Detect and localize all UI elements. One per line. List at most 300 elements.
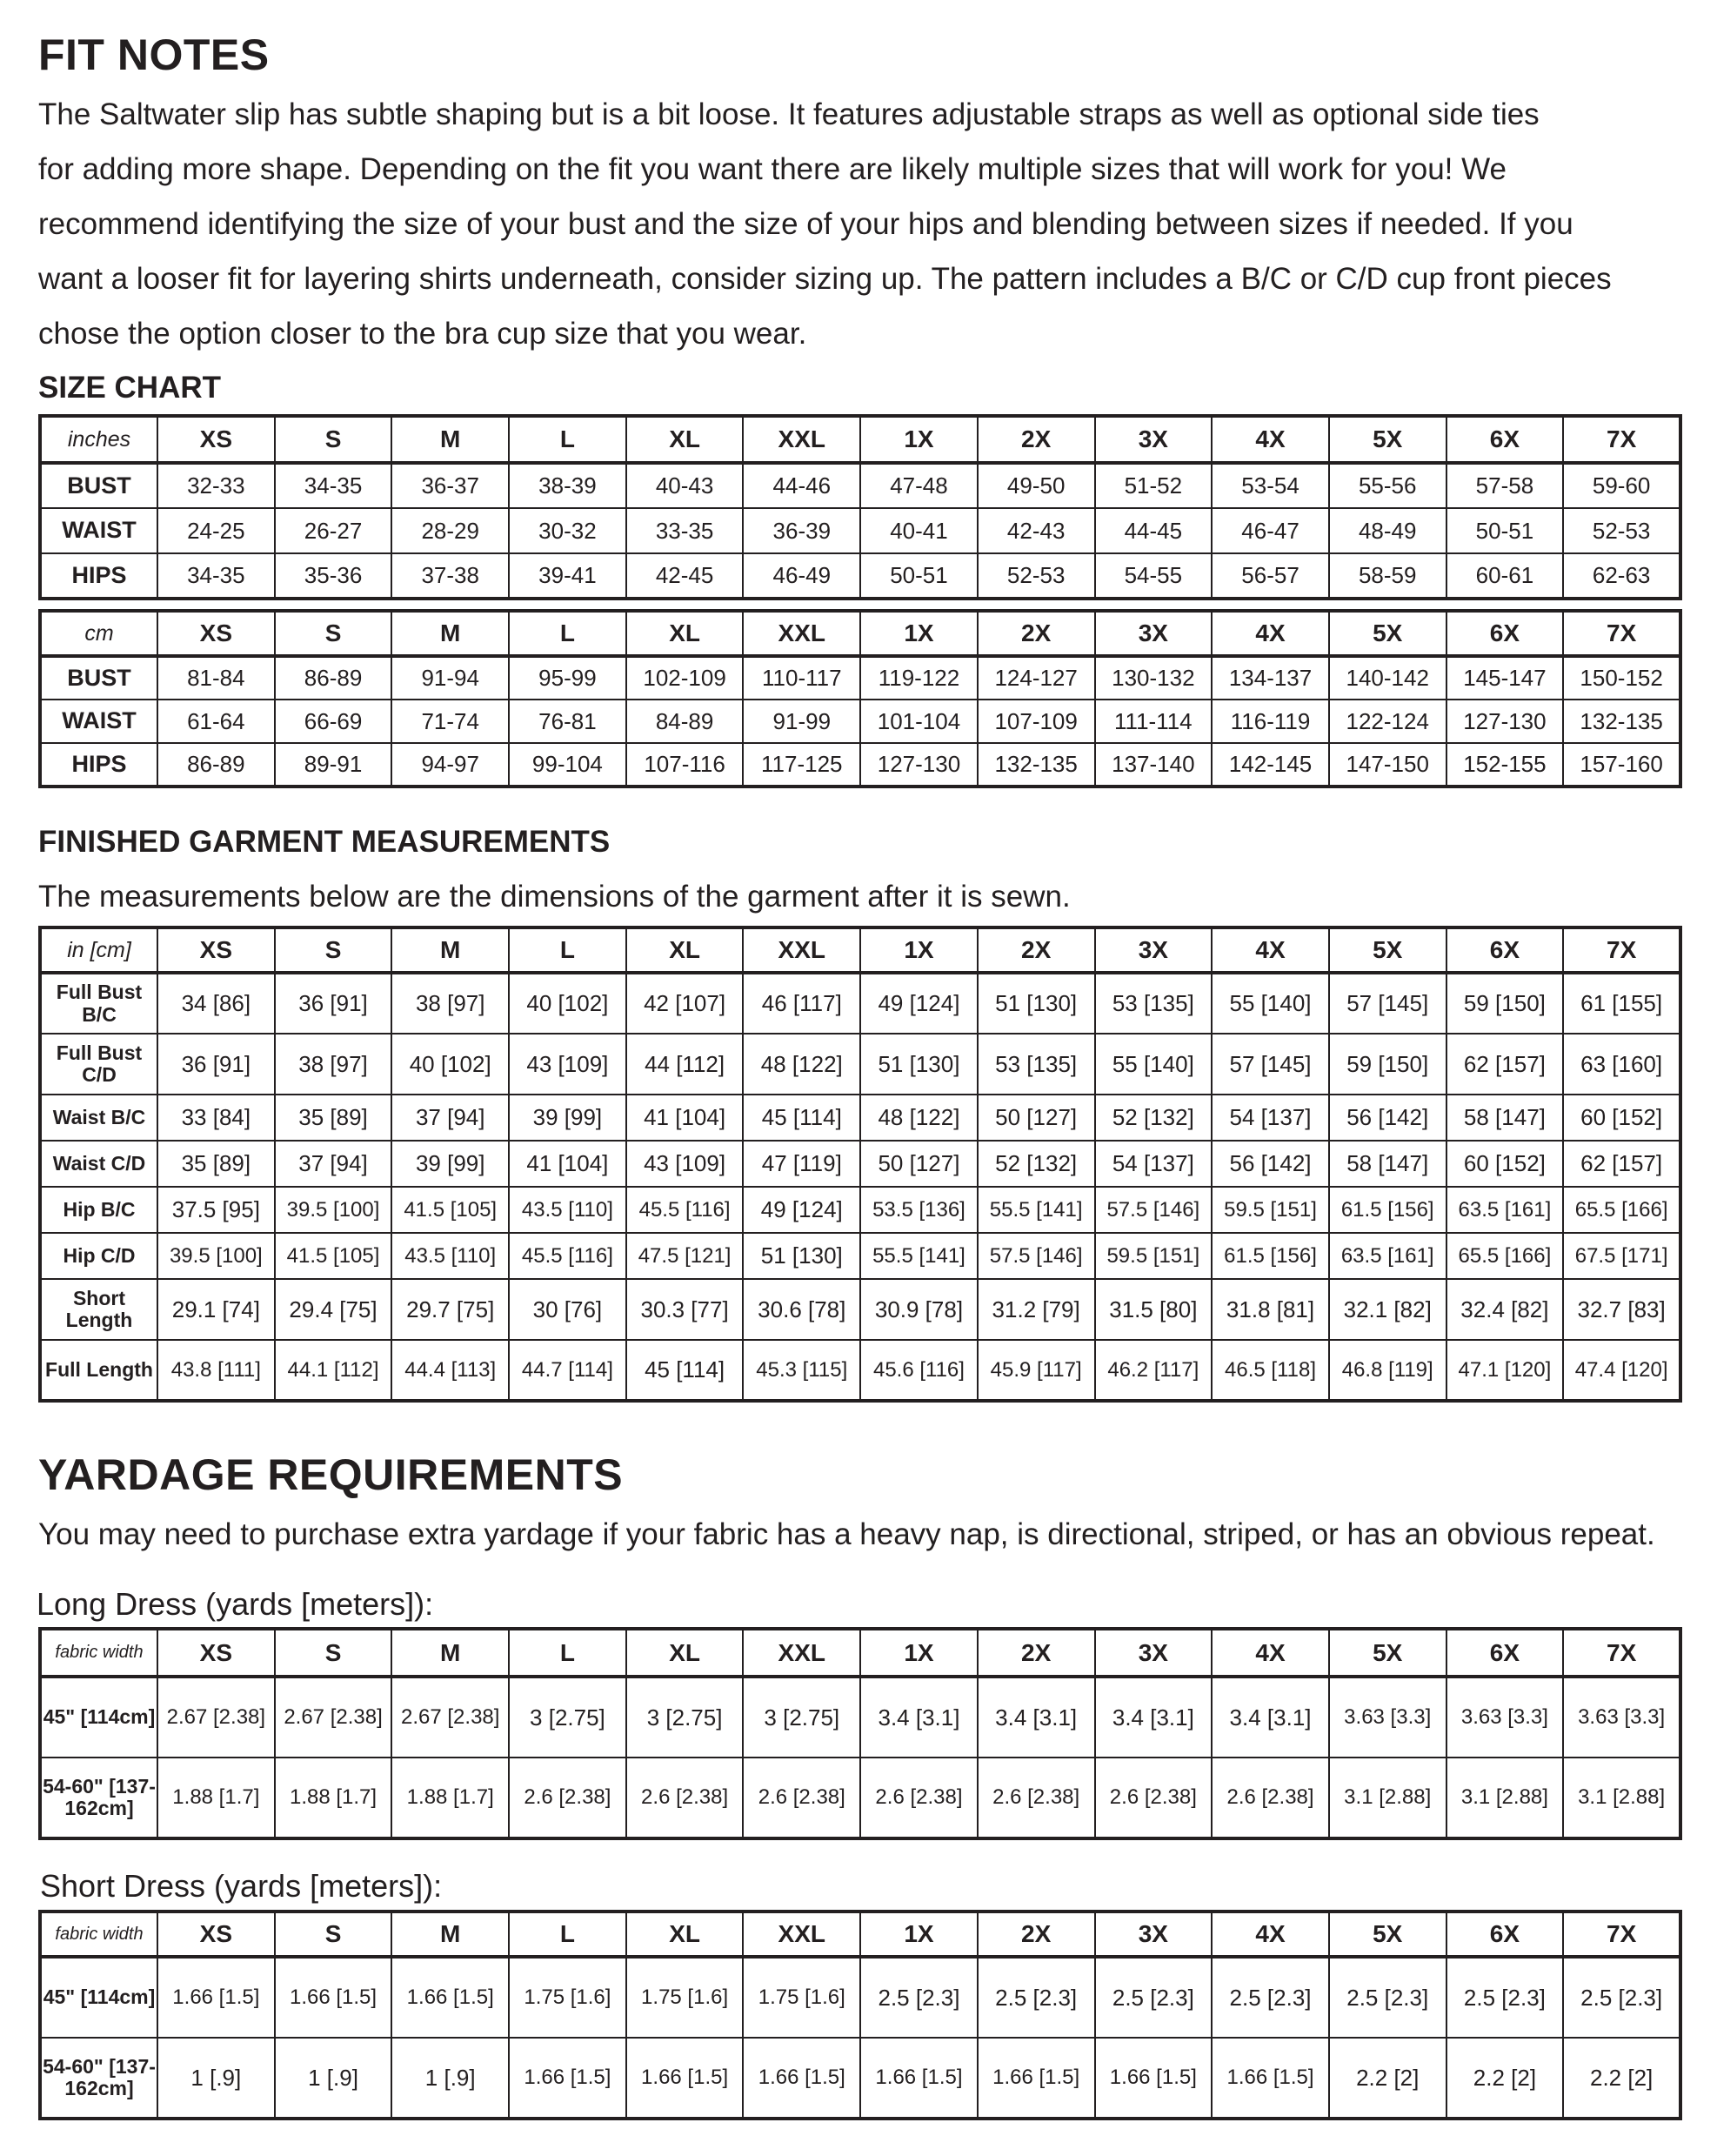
table-cell: 65.5 [166] <box>1563 1187 1680 1233</box>
table-cell: 2.67 [2.38] <box>391 1677 509 1758</box>
table-cell: 31.5 [80] <box>1095 1279 1213 1340</box>
size-header-5x: 5X <box>1329 416 1446 463</box>
table-cell: 47.4 [120] <box>1563 1340 1680 1401</box>
table-cell: 46.2 [117] <box>1095 1340 1213 1401</box>
table-cell: 31.8 [81] <box>1212 1279 1329 1340</box>
table-cell: 3 [2.75] <box>509 1677 626 1758</box>
table-cell: 137-140 <box>1095 743 1213 787</box>
table-cell: 35-36 <box>275 553 392 599</box>
table-cell: 1.66 [1.5] <box>1095 2038 1213 2119</box>
table-cell: 52-53 <box>978 553 1095 599</box>
table-cell: 116-119 <box>1212 700 1329 743</box>
table-cell: 32.1 [82] <box>1329 1279 1446 1340</box>
table-cell: 44-45 <box>1095 508 1213 553</box>
table-cell: 152-155 <box>1446 743 1564 787</box>
table-row <box>40 1141 1680 1187</box>
table-cell: 33 [84] <box>157 1095 275 1141</box>
table-cell: 3.4 [3.1] <box>978 1677 1095 1758</box>
short-dress-table <box>38 1910 1682 2120</box>
table-cell: 29.4 [75] <box>275 1279 392 1340</box>
table-cell: 55.5 [141] <box>860 1233 978 1279</box>
table-cell: 2.6 [2.38] <box>1212 1758 1329 1838</box>
table-row <box>40 743 1680 787</box>
size-header-xxl: XXL <box>743 1629 860 1677</box>
table-cell: 46.5 [118] <box>1212 1340 1329 1401</box>
table-row <box>40 1957 1680 2038</box>
table-cell: 62-63 <box>1563 553 1680 599</box>
table-cell: 45.9 [117] <box>978 1340 1095 1401</box>
size-header-xxl: XXL <box>743 416 860 463</box>
table-cell: 44-46 <box>743 463 860 508</box>
table-cell: 132-135 <box>978 743 1095 787</box>
table-cell: 49-50 <box>978 463 1095 508</box>
row-label-45-114cm: 45" [114cm] <box>40 1677 157 1758</box>
table-cell: 37-38 <box>391 553 509 599</box>
table-cell: 101-104 <box>860 700 978 743</box>
table-cell: 43 [109] <box>509 1034 626 1095</box>
short-dress-title: Short Dress (yards [meters]): <box>40 1868 443 1904</box>
size-header-m: M <box>391 611 509 656</box>
fit-notes-text <box>38 87 1691 361</box>
yardage-note: You may need to purchase extra yardage if your fabric has a heavy nap, is directional, striped, or has an obvious repeat. <box>38 1517 1655 1551</box>
table-cell: 37.5 [95] <box>157 1187 275 1233</box>
table-cell: 50 [127] <box>978 1095 1095 1141</box>
table-cell: 56-57 <box>1212 553 1329 599</box>
table-cell: 34-35 <box>157 553 275 599</box>
table-cell: 26-27 <box>275 508 392 553</box>
size-header-7x: 7X <box>1563 1912 1680 1957</box>
size-header-5x: 5X <box>1329 1912 1446 1957</box>
table-cell: 91-99 <box>743 700 860 743</box>
size-header-l: L <box>509 1629 626 1677</box>
table-cell: 2.67 [2.38] <box>275 1677 392 1758</box>
table-cell: 48-49 <box>1329 508 1446 553</box>
table-cell: 47-48 <box>860 463 978 508</box>
table-cell: 1.66 [1.5] <box>509 2038 626 2119</box>
table-cell: 132-135 <box>1563 700 1680 743</box>
fit-notes-line: want a looser fit for layering shirts underneath, consider sizing up. The pattern includes a B/C or C/D cup front pieces <box>38 262 1612 296</box>
table-row <box>40 973 1680 1034</box>
table-cell: 1.88 [1.7] <box>391 1758 509 1838</box>
unit-label: in [cm] <box>40 927 157 973</box>
row-label-hip-b-c: Hip B/C <box>40 1187 157 1233</box>
table-cell: 45 [114] <box>626 1340 744 1401</box>
size-header-l: L <box>509 1912 626 1957</box>
table-cell: 52-53 <box>1563 508 1680 553</box>
table-cell: 2.6 [2.38] <box>509 1758 626 1838</box>
table-cell: 95-99 <box>509 656 626 700</box>
table-cell: 2.5 [2.3] <box>860 1957 978 2038</box>
size-header-1x: 1X <box>860 1912 978 1957</box>
row-label-short-length: Short Length <box>40 1279 157 1340</box>
size-header-m: M <box>391 1912 509 1957</box>
table-cell: 2.5 [2.3] <box>1446 1957 1564 2038</box>
table-cell: 45.6 [116] <box>860 1340 978 1401</box>
long-dress-table <box>38 1627 1682 1840</box>
header-row <box>40 416 1680 463</box>
table-cell: 1 [.9] <box>275 2038 392 2119</box>
row-label-45-114cm: 45" [114cm] <box>40 1957 157 2038</box>
table-cell: 57.5 [146] <box>978 1233 1095 1279</box>
table-cell: 59-60 <box>1563 463 1680 508</box>
table-cell: 1 [.9] <box>157 2038 275 2119</box>
table-row <box>40 2038 1680 2119</box>
size-header-s: S <box>275 611 392 656</box>
table-cell: 127-130 <box>1446 700 1564 743</box>
table-cell: 65.5 [166] <box>1446 1233 1564 1279</box>
table-cell: 117-125 <box>743 743 860 787</box>
table-row <box>40 1233 1680 1279</box>
size-header-l: L <box>509 611 626 656</box>
table-cell: 61 [155] <box>1563 973 1680 1034</box>
table-cell: 50-51 <box>860 553 978 599</box>
table-cell: 111-114 <box>1095 700 1213 743</box>
table-cell: 147-150 <box>1329 743 1446 787</box>
table-cell: 43 [109] <box>626 1141 744 1187</box>
size-chart-inches-table <box>38 414 1682 600</box>
fit-notes-line: The Saltwater slip has subtle shaping but is a bit loose. It features adjustable straps as well as optional side ties <box>38 97 1540 131</box>
table-cell: 1.66 [1.5] <box>275 1957 392 2038</box>
table-cell: 50 [127] <box>860 1141 978 1187</box>
size-header-xs: XS <box>157 416 275 463</box>
size-header-2x: 2X <box>978 927 1095 973</box>
table-row <box>40 553 1680 599</box>
table-cell: 2.6 [2.38] <box>860 1758 978 1838</box>
size-header-xxl: XXL <box>743 927 860 973</box>
table-row <box>40 1034 1680 1095</box>
table-cell: 1.75 [1.6] <box>626 1957 744 2038</box>
size-header-xxl: XXL <box>743 611 860 656</box>
row-label-hips: HIPS <box>40 553 157 599</box>
table-cell: 45.5 [116] <box>509 1233 626 1279</box>
unit-label: fabric width <box>40 1912 157 1957</box>
fit-notes-title: FIT NOTES <box>38 30 270 79</box>
table-cell: 99-104 <box>509 743 626 787</box>
table-cell: 61.5 [156] <box>1212 1233 1329 1279</box>
table-cell: 30.9 [78] <box>860 1279 978 1340</box>
table-cell: 38 [97] <box>275 1034 392 1095</box>
size-header-2x: 2X <box>978 611 1095 656</box>
table-cell: 81-84 <box>157 656 275 700</box>
size-header-xl: XL <box>626 1912 744 1957</box>
size-header-4x: 4X <box>1212 1912 1329 1957</box>
size-header-m: M <box>391 927 509 973</box>
unit-label: inches <box>40 416 157 463</box>
size-chart-title: SIZE CHART <box>38 371 221 405</box>
size-header-6x: 6X <box>1446 416 1564 463</box>
table-cell: 36 [91] <box>275 973 392 1034</box>
table-cell: 2.6 [2.38] <box>978 1758 1095 1838</box>
size-header-3x: 3X <box>1095 927 1213 973</box>
size-header-2x: 2X <box>978 1629 1095 1677</box>
table-cell: 102-109 <box>626 656 744 700</box>
size-header-l: L <box>509 927 626 973</box>
table-cell: 51 [130] <box>743 1233 860 1279</box>
size-header-1x: 1X <box>860 611 978 656</box>
table-cell: 46 [117] <box>743 973 860 1034</box>
header-row <box>40 1629 1680 1677</box>
table-row <box>40 463 1680 508</box>
table-cell: 40 [102] <box>509 973 626 1034</box>
row-label-full-length: Full Length <box>40 1340 157 1401</box>
table-cell: 40-43 <box>626 463 744 508</box>
table-cell: 3.1 [2.88] <box>1446 1758 1564 1838</box>
table-cell: 31.2 [79] <box>978 1279 1095 1340</box>
unit-label: cm <box>40 611 157 656</box>
table-cell: 3.4 [3.1] <box>860 1677 978 1758</box>
header-row <box>40 611 1680 656</box>
table-cell: 56 [142] <box>1329 1095 1446 1141</box>
table-cell: 29.1 [74] <box>157 1279 275 1340</box>
size-header-4x: 4X <box>1212 611 1329 656</box>
size-header-l: L <box>509 416 626 463</box>
table-cell: 47 [119] <box>743 1141 860 1187</box>
table-cell: 51-52 <box>1095 463 1213 508</box>
size-header-6x: 6X <box>1446 611 1564 656</box>
header-row <box>40 1912 1680 1957</box>
table-cell: 55 [140] <box>1212 973 1329 1034</box>
table-cell: 2.6 [2.38] <box>626 1758 744 1838</box>
table-cell: 1.88 [1.7] <box>157 1758 275 1838</box>
table-cell: 59.5 [151] <box>1212 1187 1329 1233</box>
table-cell: 54 [137] <box>1212 1095 1329 1141</box>
table-cell: 2.5 [2.3] <box>1095 1957 1213 2038</box>
row-label-bust: BUST <box>40 656 157 700</box>
table-cell: 40-41 <box>860 508 978 553</box>
table-cell: 142-145 <box>1212 743 1329 787</box>
table-cell: 3.1 [2.88] <box>1329 1758 1446 1838</box>
header-row <box>40 927 1680 973</box>
size-header-7x: 7X <box>1563 611 1680 656</box>
table-cell: 32.7 [83] <box>1563 1279 1680 1340</box>
table-cell: 45.5 [116] <box>626 1187 744 1233</box>
table-cell: 3 [2.75] <box>743 1677 860 1758</box>
size-header-s: S <box>275 1629 392 1677</box>
table-cell: 2.5 [2.3] <box>978 1957 1095 2038</box>
table-cell: 52 [132] <box>1095 1095 1213 1141</box>
finished-title: FINISHED GARMENT MEASUREMENTS <box>38 825 611 859</box>
table-cell: 33-35 <box>626 508 744 553</box>
table-cell: 127-130 <box>860 743 978 787</box>
size-header-6x: 6X <box>1446 1912 1564 1957</box>
table-cell: 94-97 <box>391 743 509 787</box>
table-cell: 43.5 [110] <box>509 1187 626 1233</box>
table-cell: 46.8 [119] <box>1329 1340 1446 1401</box>
table-cell: 76-81 <box>509 700 626 743</box>
size-header-2x: 2X <box>978 1912 1095 1957</box>
table-cell: 1.66 [1.5] <box>1212 2038 1329 2119</box>
size-header-4x: 4X <box>1212 416 1329 463</box>
table-cell: 61-64 <box>157 700 275 743</box>
row-label-waist: WAIST <box>40 700 157 743</box>
table-cell: 107-109 <box>978 700 1095 743</box>
table-cell: 124-127 <box>978 656 1095 700</box>
size-header-3x: 3X <box>1095 611 1213 656</box>
row-label-waist-b-c: Waist B/C <box>40 1095 157 1141</box>
table-cell: 2.5 [2.3] <box>1329 1957 1446 2038</box>
row-label-full-bust-c-d: Full Bust C/D <box>40 1034 157 1095</box>
size-header-s: S <box>275 416 392 463</box>
table-row <box>40 1095 1680 1141</box>
table-cell: 54-55 <box>1095 553 1213 599</box>
size-header-1x: 1X <box>860 416 978 463</box>
table-cell: 39 [99] <box>391 1141 509 1187</box>
table-cell: 24-25 <box>157 508 275 553</box>
table-cell: 60 [152] <box>1446 1141 1564 1187</box>
table-cell: 1.66 [1.5] <box>860 2038 978 2119</box>
finished-note: The measurements below are the dimensions of the garment after it is sewn. <box>38 880 1071 914</box>
table-cell: 44.4 [113] <box>391 1340 509 1401</box>
size-header-xl: XL <box>626 1629 744 1677</box>
table-cell: 60-61 <box>1446 553 1564 599</box>
table-cell: 30.6 [78] <box>743 1279 860 1340</box>
size-header-m: M <box>391 416 509 463</box>
table-cell: 53 [135] <box>978 1034 1095 1095</box>
table-cell: 63 [160] <box>1563 1034 1680 1095</box>
table-cell: 63.5 [161] <box>1446 1187 1564 1233</box>
size-header-xs: XS <box>157 611 275 656</box>
table-cell: 67.5 [171] <box>1563 1233 1680 1279</box>
table-cell: 140-142 <box>1329 656 1446 700</box>
size-header-xxl: XXL <box>743 1912 860 1957</box>
table-row <box>40 1758 1680 1838</box>
table-row <box>40 1340 1680 1401</box>
table-cell: 57.5 [146] <box>1095 1187 1213 1233</box>
table-cell: 44.7 [114] <box>509 1340 626 1401</box>
table-cell: 39.5 [100] <box>157 1233 275 1279</box>
size-header-xl: XL <box>626 416 744 463</box>
table-cell: 30.3 [77] <box>626 1279 744 1340</box>
size-header-1x: 1X <box>860 1629 978 1677</box>
table-cell: 52 [132] <box>978 1141 1095 1187</box>
table-cell: 35 [89] <box>157 1141 275 1187</box>
table-cell: 41 [104] <box>626 1095 744 1141</box>
table-cell: 71-74 <box>391 700 509 743</box>
size-header-xs: XS <box>157 1912 275 1957</box>
table-row <box>40 1187 1680 1233</box>
table-cell: 91-94 <box>391 656 509 700</box>
table-cell: 3.63 [3.3] <box>1329 1677 1446 1758</box>
long-dress-title: Long Dress (yards [meters]): <box>37 1586 434 1622</box>
size-header-7x: 7X <box>1563 1629 1680 1677</box>
size-header-xl: XL <box>626 927 744 973</box>
size-header-6x: 6X <box>1446 1629 1564 1677</box>
table-cell: 3.1 [2.88] <box>1563 1758 1680 1838</box>
table-cell: 57 [145] <box>1212 1034 1329 1095</box>
table-cell: 1.66 [1.5] <box>743 2038 860 2119</box>
yardage-title: YARDAGE REQUIREMENTS <box>38 1450 624 1499</box>
table-cell: 89-91 <box>275 743 392 787</box>
table-cell: 57 [145] <box>1329 973 1446 1034</box>
size-header-xl: XL <box>626 611 744 656</box>
table-cell: 47.5 [121] <box>626 1233 744 1279</box>
table-cell: 2.67 [2.38] <box>157 1677 275 1758</box>
row-label-waist: WAIST <box>40 508 157 553</box>
table-cell: 36-39 <box>743 508 860 553</box>
table-cell: 46-49 <box>743 553 860 599</box>
table-cell: 63.5 [161] <box>1329 1233 1446 1279</box>
table-cell: 84-89 <box>626 700 744 743</box>
size-header-xs: XS <box>157 927 275 973</box>
table-cell: 119-122 <box>860 656 978 700</box>
table-cell: 2.5 [2.3] <box>1563 1957 1680 2038</box>
table-cell: 40 [102] <box>391 1034 509 1095</box>
fit-notes-line: chose the option closer to the bra cup size that you wear. <box>38 317 807 351</box>
table-cell: 39.5 [100] <box>275 1187 392 1233</box>
table-cell: 53-54 <box>1212 463 1329 508</box>
table-cell: 55-56 <box>1329 463 1446 508</box>
table-cell: 59.5 [151] <box>1095 1233 1213 1279</box>
table-cell: 107-116 <box>626 743 744 787</box>
size-header-2x: 2X <box>978 416 1095 463</box>
table-cell: 50-51 <box>1446 508 1564 553</box>
table-cell: 44.1 [112] <box>275 1340 392 1401</box>
table-cell: 1.66 [1.5] <box>978 2038 1095 2119</box>
table-cell: 66-69 <box>275 700 392 743</box>
row-label-full-bust-b-c: Full Bust B/C <box>40 973 157 1034</box>
size-header-3x: 3X <box>1095 416 1213 463</box>
table-cell: 3 [2.75] <box>626 1677 744 1758</box>
size-header-7x: 7X <box>1563 416 1680 463</box>
size-header-3x: 3X <box>1095 1912 1213 1957</box>
table-row <box>40 1279 1680 1340</box>
table-cell: 55.5 [141] <box>978 1187 1095 1233</box>
table-cell: 32.4 [82] <box>1446 1279 1564 1340</box>
table-cell: 44 [112] <box>626 1034 744 1095</box>
table-cell: 62 [157] <box>1446 1034 1564 1095</box>
table-cell: 39-41 <box>509 553 626 599</box>
row-label-hips: HIPS <box>40 743 157 787</box>
table-cell: 36 [91] <box>157 1034 275 1095</box>
table-cell: 53 [135] <box>1095 973 1213 1034</box>
table-cell: 57-58 <box>1446 463 1564 508</box>
table-cell: 42-43 <box>978 508 1095 553</box>
size-header-s: S <box>275 927 392 973</box>
row-label-bust: BUST <box>40 463 157 508</box>
row-label-54-60-137-162cm: 54-60" [137-162cm] <box>40 1758 157 1838</box>
table-cell: 86-89 <box>275 656 392 700</box>
row-label-54-60-137-162cm: 54-60" [137-162cm] <box>40 2038 157 2119</box>
table-cell: 134-137 <box>1212 656 1329 700</box>
size-header-1x: 1X <box>860 927 978 973</box>
table-row <box>40 656 1680 700</box>
table-cell: 60 [152] <box>1563 1095 1680 1141</box>
table-cell: 145-147 <box>1446 656 1564 700</box>
table-cell: 51 [130] <box>978 973 1095 1034</box>
table-cell: 43.8 [111] <box>157 1340 275 1401</box>
size-header-5x: 5X <box>1329 611 1446 656</box>
table-cell: 110-117 <box>743 656 860 700</box>
table-cell: 157-160 <box>1563 743 1680 787</box>
table-cell: 1.66 [1.5] <box>157 1957 275 2038</box>
table-row <box>40 508 1680 553</box>
table-cell: 45 [114] <box>743 1095 860 1141</box>
table-cell: 39 [99] <box>509 1095 626 1141</box>
size-header-7x: 7X <box>1563 927 1680 973</box>
table-cell: 30 [76] <box>509 1279 626 1340</box>
table-cell: 46-47 <box>1212 508 1329 553</box>
fit-notes-line: recommend identifying the size of your bust and the size of your hips and blending between sizes if needed. If you <box>38 207 1573 241</box>
table-cell: 2.2 [2] <box>1563 2038 1680 2119</box>
table-cell: 58 [147] <box>1329 1141 1446 1187</box>
size-header-4x: 4X <box>1212 1629 1329 1677</box>
size-header-4x: 4X <box>1212 927 1329 973</box>
table-cell: 41.5 [105] <box>391 1187 509 1233</box>
table-cell: 28-29 <box>391 508 509 553</box>
size-header-xs: XS <box>157 1629 275 1677</box>
table-cell: 45.3 [115] <box>743 1340 860 1401</box>
table-cell: 2.6 [2.38] <box>743 1758 860 1838</box>
